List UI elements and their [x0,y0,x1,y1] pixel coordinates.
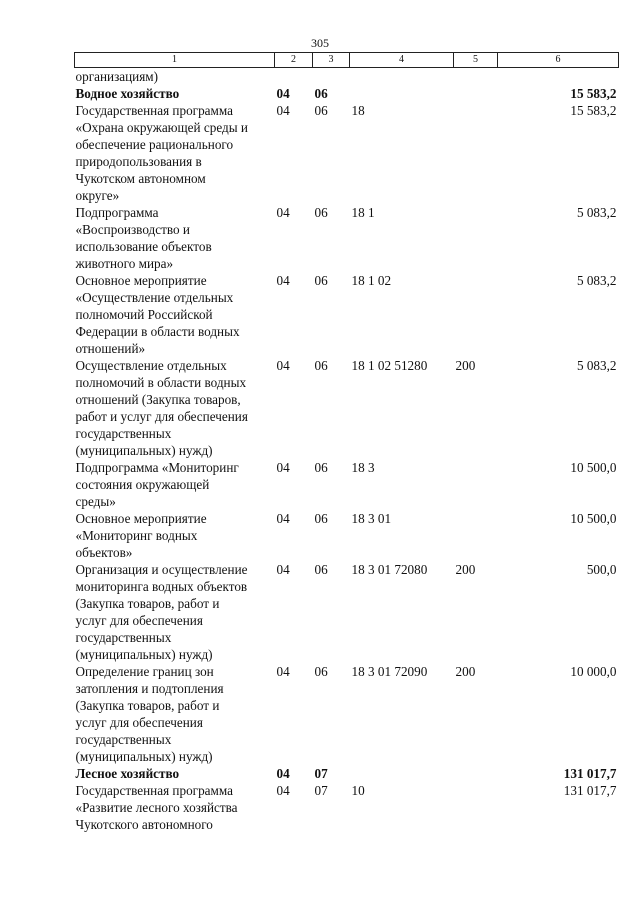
column-header-5: 5 [454,53,498,68]
row-subsection-cell: 06 [314,562,328,577]
row-section-cell: 04 [276,766,290,781]
row-subsection-cell: 06 [314,460,328,475]
row-expense-type-cell [454,272,498,357]
row-name-cell: Основное мероприятие «Осуществление отдельных полномочий Российской Федерации в области водных отношений» [75,273,240,356]
row-name-cell: Организация и осуществление мониторинга водных объектов (Закупка товаров, работ и услуг для обеспечения государственных (муниципальных) нужд) [75,562,248,662]
row-amount-cell: 131 017,7 [563,783,617,798]
row-target-article-cell: 18 1 02 51280 [351,358,428,373]
table-row [75,782,619,833]
row-section-cell: 04 [276,664,290,679]
table-row [75,204,619,272]
row-name-cell: Государственная программа «Развитие лесного хозяйства Чукотского автономного [75,783,238,832]
row-amount-cell: 15 583,2 [570,103,617,118]
budget-table [74,52,619,833]
row-amount-cell: 5 083,2 [576,358,617,373]
row-target-article-cell: 18 3 01 [351,511,392,526]
row-section-cell: 04 [276,562,290,577]
row-expense-type-cell [454,85,498,102]
row-amount-cell: 15 583,2 [570,86,617,101]
row-target-article-cell: 18 3 01 72080 [351,562,428,577]
row-subsection-cell: 06 [314,273,328,288]
column-header-1: 1 [75,53,275,68]
row-expense-type-cell [454,68,498,86]
row-section-cell: 04 [276,783,290,798]
row-section-cell: 04 [276,511,290,526]
row-amount-cell: 131 017,7 [563,766,617,781]
row-expense-type-cell [454,204,498,272]
row-name-cell: Осуществление отдельных полномочий в области водных отношений (Закупка товаров, работ и услуг для обеспечения государственных (муниципальных) нужд) [75,358,248,458]
row-target-article-cell [350,765,454,782]
row-target-article-cell: 18 3 [351,460,375,475]
row-name-cell: Определение границ зон затопления и подтопления (Закупка товаров, работ и услуг для обеспечения государственных (муниципальных) нужд) [75,664,224,764]
row-target-article-cell: 18 1 [351,205,375,220]
row-target-article-cell: 18 [351,103,365,118]
row-amount-cell: 5 083,2 [576,273,617,288]
table-row [75,510,619,561]
table-row [75,102,619,204]
row-subsection-cell: 06 [314,86,328,101]
row-expense-type-cell: 200 [455,358,476,373]
row-expense-type-cell [454,765,498,782]
table-row [75,663,619,765]
row-amount-cell: 10 000,0 [570,664,617,679]
row-name-cell: организациям) [75,69,159,84]
row-section-cell: 04 [276,103,290,118]
page-number: 305 [311,36,329,50]
row-target-article-cell [350,85,454,102]
row-target-article-cell: 18 1 02 [351,273,392,288]
row-name-cell: Государственная программа «Охрана окружающей среды и обеспечение рационального природопользования в Чукотском автономном округе» [75,103,248,203]
table-row [75,357,619,459]
table-row [75,85,619,102]
row-name-cell: Подпрограмма «Мониторинг состояния окружающей среды» [75,460,239,509]
row-subsection-cell: 07 [314,766,328,781]
column-header-6: 6 [498,53,619,68]
row-amount-cell: 500,0 [586,562,617,577]
table-row [75,459,619,510]
row-section-cell [275,68,313,86]
row-subsection-cell: 06 [314,664,328,679]
row-subsection-cell: 07 [314,783,328,798]
row-expense-type-cell [454,782,498,833]
row-section-cell: 04 [276,86,290,101]
row-target-article-cell: 18 3 01 72090 [351,664,428,679]
table-body [75,68,619,834]
row-subsection-cell: 06 [314,358,328,373]
row-expense-type-cell: 200 [455,562,476,577]
row-section-cell: 04 [276,358,290,373]
column-header-2: 2 [275,53,313,68]
row-target-article-cell [350,68,454,86]
row-name-cell: Подпрограмма «Воспроизводство и использование объектов животного мира» [75,205,212,271]
row-subsection-cell [313,68,350,86]
column-header-4: 4 [350,53,454,68]
row-name-cell: Лесное хозяйство [75,766,180,781]
row-amount-cell [498,68,619,86]
row-section-cell: 04 [276,460,290,475]
row-section-cell: 04 [276,273,290,288]
column-number-row [75,53,619,68]
row-expense-type-cell [454,459,498,510]
column-header-3: 3 [313,53,350,68]
row-name-cell: Водное хозяйство [75,86,180,101]
row-amount-cell: 10 500,0 [570,460,617,475]
row-section-cell: 04 [276,205,290,220]
table-row [75,561,619,663]
row-subsection-cell: 06 [314,205,328,220]
row-expense-type-cell [454,102,498,204]
table-row [75,765,619,782]
row-subsection-cell: 06 [314,511,328,526]
row-amount-cell: 5 083,2 [576,205,617,220]
table-row [75,272,619,357]
row-expense-type-cell [454,510,498,561]
row-target-article-cell: 10 [351,783,365,798]
row-amount-cell: 10 500,0 [570,511,617,526]
row-name-cell: Основное мероприятие «Мониторинг водных объектов» [75,511,207,560]
table-row [75,68,619,86]
row-expense-type-cell: 200 [455,664,476,679]
row-subsection-cell: 06 [314,103,328,118]
